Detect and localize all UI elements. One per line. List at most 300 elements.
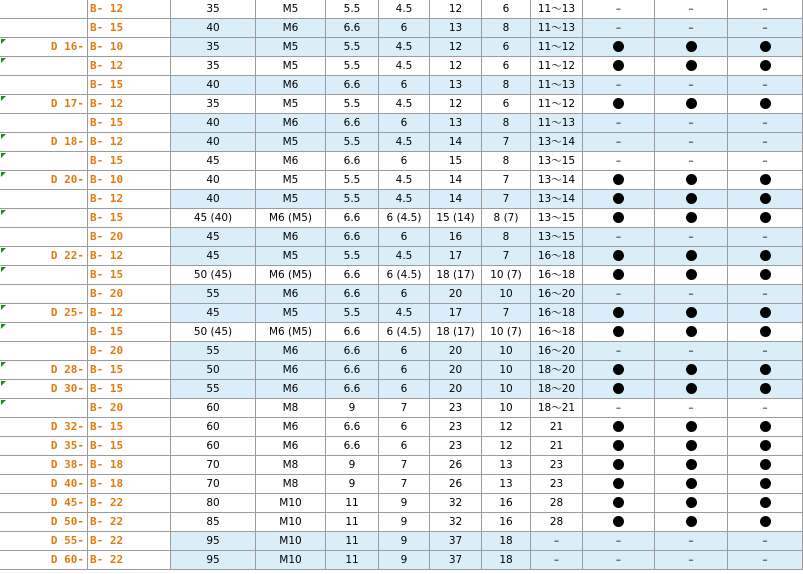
cell-col-4[interactable] (379, 361, 430, 380)
cell-col-1[interactable] (171, 323, 256, 342)
cell-col-5[interactable] (430, 361, 482, 380)
cell-col-6[interactable] (482, 437, 531, 456)
cell-col-2[interactable] (256, 532, 326, 551)
cell-col-7[interactable] (531, 133, 583, 152)
cell-col-4[interactable] (379, 285, 430, 304)
cell-mark-2[interactable] (655, 19, 728, 38)
cell-col-1[interactable] (171, 475, 256, 494)
cell-mark-2[interactable] (655, 209, 728, 228)
cell-col-1[interactable] (171, 437, 256, 456)
cell-col-6[interactable] (482, 209, 531, 228)
cell-mark-2[interactable] (655, 418, 728, 437)
cell-mark-1[interactable] (583, 475, 655, 494)
cell-mark-2[interactable] (655, 456, 728, 475)
cell-col-3[interactable] (326, 304, 379, 323)
cell-b-size[interactable] (88, 38, 171, 57)
cell-d-size[interactable] (0, 285, 88, 304)
cell-col-4[interactable] (379, 228, 430, 247)
cell-col-4[interactable] (379, 437, 430, 456)
cell-col-3[interactable] (326, 285, 379, 304)
cell-mark-3[interactable] (728, 437, 803, 456)
cell-col-5[interactable] (430, 114, 482, 133)
cell-col-5[interactable] (430, 95, 482, 114)
cell-mark-1[interactable] (583, 399, 655, 418)
cell-col-6[interactable] (482, 532, 531, 551)
cell-mark-3[interactable] (728, 513, 803, 532)
cell-mark-3[interactable] (728, 38, 803, 57)
cell-col-1[interactable] (171, 38, 256, 57)
cell-col-2[interactable] (256, 209, 326, 228)
cell-col-6[interactable] (482, 76, 531, 95)
cell-col-5[interactable] (430, 266, 482, 285)
cell-col-2[interactable] (256, 133, 326, 152)
cell-col-2[interactable] (256, 95, 326, 114)
cell-col-7[interactable] (531, 437, 583, 456)
cell-d-size[interactable] (0, 494, 88, 513)
cell-col-3[interactable] (326, 114, 379, 133)
cell-b-size[interactable] (88, 513, 171, 532)
cell-col-5[interactable] (430, 399, 482, 418)
cell-col-6[interactable] (482, 304, 531, 323)
cell-mark-3[interactable] (728, 95, 803, 114)
cell-mark-1[interactable] (583, 38, 655, 57)
cell-col-4[interactable] (379, 171, 430, 190)
cell-b-size[interactable] (88, 361, 171, 380)
cell-col-3[interactable] (326, 342, 379, 361)
cell-col-7[interactable] (531, 266, 583, 285)
cell-mark-1[interactable] (583, 152, 655, 171)
cell-d-size[interactable] (0, 513, 88, 532)
cell-col-5[interactable] (430, 323, 482, 342)
cell-col-4[interactable] (379, 209, 430, 228)
cell-b-size[interactable] (88, 437, 171, 456)
cell-mark-2[interactable] (655, 380, 728, 399)
cell-col-5[interactable] (430, 209, 482, 228)
cell-mark-2[interactable] (655, 361, 728, 380)
cell-b-size[interactable] (88, 399, 171, 418)
cell-b-size[interactable] (88, 475, 171, 494)
cell-col-1[interactable] (171, 380, 256, 399)
cell-col-7[interactable] (531, 456, 583, 475)
cell-mark-2[interactable] (655, 323, 728, 342)
cell-col-1[interactable] (171, 247, 256, 266)
cell-col-7[interactable] (531, 171, 583, 190)
cell-d-size[interactable] (0, 190, 88, 209)
cell-mark-1[interactable] (583, 361, 655, 380)
cell-mark-3[interactable] (728, 19, 803, 38)
cell-mark-1[interactable] (583, 380, 655, 399)
cell-col-3[interactable] (326, 76, 379, 95)
cell-col-6[interactable] (482, 0, 531, 19)
cell-d-size[interactable] (0, 152, 88, 171)
cell-b-size[interactable] (88, 456, 171, 475)
cell-d-size[interactable] (0, 57, 88, 76)
cell-col-3[interactable] (326, 266, 379, 285)
cell-d-size[interactable] (0, 76, 88, 95)
cell-col-5[interactable] (430, 418, 482, 437)
cell-mark-2[interactable] (655, 114, 728, 133)
cell-col-1[interactable] (171, 209, 256, 228)
cell-col-2[interactable] (256, 399, 326, 418)
cell-mark-1[interactable] (583, 513, 655, 532)
cell-mark-3[interactable] (728, 209, 803, 228)
cell-mark-3[interactable] (728, 380, 803, 399)
cell-col-6[interactable] (482, 228, 531, 247)
cell-col-7[interactable] (531, 209, 583, 228)
cell-mark-3[interactable] (728, 342, 803, 361)
cell-mark-1[interactable] (583, 133, 655, 152)
cell-col-4[interactable] (379, 19, 430, 38)
cell-mark-1[interactable] (583, 76, 655, 95)
cell-col-4[interactable] (379, 532, 430, 551)
cell-col-5[interactable] (430, 57, 482, 76)
cell-col-7[interactable] (531, 532, 583, 551)
cell-col-3[interactable] (326, 513, 379, 532)
cell-col-3[interactable] (326, 399, 379, 418)
cell-mark-3[interactable] (728, 76, 803, 95)
cell-col-1[interactable] (171, 342, 256, 361)
cell-col-7[interactable] (531, 475, 583, 494)
cell-col-7[interactable] (531, 380, 583, 399)
cell-col-5[interactable] (430, 171, 482, 190)
cell-col-6[interactable] (482, 323, 531, 342)
cell-mark-3[interactable] (728, 399, 803, 418)
cell-d-size[interactable] (0, 133, 88, 152)
cell-col-2[interactable] (256, 342, 326, 361)
cell-mark-1[interactable] (583, 342, 655, 361)
cell-col-7[interactable] (531, 95, 583, 114)
cell-col-6[interactable] (482, 247, 531, 266)
cell-col-7[interactable] (531, 418, 583, 437)
cell-col-7[interactable] (531, 304, 583, 323)
cell-d-size[interactable] (0, 95, 88, 114)
cell-mark-2[interactable] (655, 342, 728, 361)
cell-mark-2[interactable] (655, 494, 728, 513)
cell-mark-1[interactable] (583, 437, 655, 456)
cell-mark-1[interactable] (583, 190, 655, 209)
cell-col-6[interactable] (482, 551, 531, 570)
cell-col-4[interactable] (379, 494, 430, 513)
cell-d-size[interactable] (0, 38, 88, 57)
cell-col-3[interactable] (326, 152, 379, 171)
cell-d-size[interactable] (0, 342, 88, 361)
cell-col-5[interactable] (430, 494, 482, 513)
cell-col-5[interactable] (430, 0, 482, 19)
cell-mark-1[interactable] (583, 209, 655, 228)
cell-col-6[interactable] (482, 380, 531, 399)
cell-d-size[interactable] (0, 114, 88, 133)
cell-col-3[interactable] (326, 494, 379, 513)
cell-col-4[interactable] (379, 418, 430, 437)
cell-mark-3[interactable] (728, 532, 803, 551)
cell-col-7[interactable] (531, 190, 583, 209)
cell-col-1[interactable] (171, 152, 256, 171)
cell-col-4[interactable] (379, 114, 430, 133)
cell-col-3[interactable] (326, 323, 379, 342)
cell-col-4[interactable] (379, 0, 430, 19)
cell-col-4[interactable] (379, 304, 430, 323)
cell-col-2[interactable] (256, 475, 326, 494)
cell-col-2[interactable] (256, 456, 326, 475)
cell-b-size[interactable] (88, 247, 171, 266)
cell-col-3[interactable] (326, 380, 379, 399)
cell-mark-1[interactable] (583, 285, 655, 304)
cell-b-size[interactable] (88, 152, 171, 171)
cell-col-6[interactable] (482, 266, 531, 285)
cell-col-7[interactable] (531, 19, 583, 38)
cell-col-2[interactable] (256, 0, 326, 19)
cell-b-size[interactable] (88, 133, 171, 152)
cell-col-1[interactable] (171, 513, 256, 532)
cell-col-7[interactable] (531, 0, 583, 19)
cell-d-size[interactable] (0, 247, 88, 266)
cell-mark-1[interactable] (583, 57, 655, 76)
cell-d-size[interactable] (0, 228, 88, 247)
cell-mark-2[interactable] (655, 0, 728, 19)
cell-mark-1[interactable] (583, 0, 655, 19)
cell-d-size[interactable] (0, 399, 88, 418)
cell-mark-2[interactable] (655, 475, 728, 494)
cell-mark-3[interactable] (728, 0, 803, 19)
cell-col-6[interactable] (482, 285, 531, 304)
cell-col-6[interactable] (482, 114, 531, 133)
cell-mark-3[interactable] (728, 190, 803, 209)
cell-col-2[interactable] (256, 19, 326, 38)
cell-col-6[interactable] (482, 19, 531, 38)
cell-col-4[interactable] (379, 57, 430, 76)
cell-col-3[interactable] (326, 0, 379, 19)
cell-col-1[interactable] (171, 0, 256, 19)
cell-col-2[interactable] (256, 171, 326, 190)
cell-col-6[interactable] (482, 399, 531, 418)
cell-col-1[interactable] (171, 228, 256, 247)
cell-mark-1[interactable] (583, 456, 655, 475)
cell-mark-3[interactable] (728, 133, 803, 152)
cell-b-size[interactable] (88, 380, 171, 399)
cell-b-size[interactable] (88, 19, 171, 38)
cell-b-size[interactable] (88, 114, 171, 133)
cell-col-1[interactable] (171, 114, 256, 133)
cell-col-7[interactable] (531, 285, 583, 304)
cell-mark-1[interactable] (583, 551, 655, 570)
cell-col-2[interactable] (256, 304, 326, 323)
cell-col-5[interactable] (430, 228, 482, 247)
cell-col-2[interactable] (256, 266, 326, 285)
cell-col-3[interactable] (326, 247, 379, 266)
cell-mark-1[interactable] (583, 19, 655, 38)
cell-col-2[interactable] (256, 513, 326, 532)
cell-mark-2[interactable] (655, 532, 728, 551)
cell-mark-3[interactable] (728, 551, 803, 570)
cell-b-size[interactable] (88, 304, 171, 323)
cell-mark-1[interactable] (583, 114, 655, 133)
cell-col-2[interactable] (256, 114, 326, 133)
cell-mark-3[interactable] (728, 57, 803, 76)
cell-mark-2[interactable] (655, 399, 728, 418)
cell-col-6[interactable] (482, 456, 531, 475)
cell-mark-1[interactable] (583, 494, 655, 513)
cell-d-size[interactable] (0, 323, 88, 342)
cell-col-7[interactable] (531, 513, 583, 532)
cell-b-size[interactable] (88, 266, 171, 285)
cell-col-6[interactable] (482, 133, 531, 152)
cell-col-3[interactable] (326, 19, 379, 38)
cell-b-size[interactable] (88, 0, 171, 19)
cell-mark-2[interactable] (655, 152, 728, 171)
cell-col-5[interactable] (430, 76, 482, 95)
cell-mark-2[interactable] (655, 266, 728, 285)
cell-col-6[interactable] (482, 494, 531, 513)
cell-col-5[interactable] (430, 285, 482, 304)
cell-col-7[interactable] (531, 114, 583, 133)
cell-col-6[interactable] (482, 361, 531, 380)
cell-mark-1[interactable] (583, 228, 655, 247)
cell-col-1[interactable] (171, 190, 256, 209)
cell-col-2[interactable] (256, 152, 326, 171)
cell-b-size[interactable] (88, 285, 171, 304)
cell-col-4[interactable] (379, 323, 430, 342)
cell-col-6[interactable] (482, 171, 531, 190)
cell-col-7[interactable] (531, 494, 583, 513)
cell-col-7[interactable] (531, 76, 583, 95)
cell-col-1[interactable] (171, 532, 256, 551)
cell-mark-3[interactable] (728, 418, 803, 437)
cell-mark-1[interactable] (583, 266, 655, 285)
cell-col-1[interactable] (171, 285, 256, 304)
cell-col-1[interactable] (171, 418, 256, 437)
cell-b-size[interactable] (88, 323, 171, 342)
cell-col-6[interactable] (482, 38, 531, 57)
cell-col-3[interactable] (326, 190, 379, 209)
cell-col-3[interactable] (326, 228, 379, 247)
cell-mark-2[interactable] (655, 133, 728, 152)
cell-col-3[interactable] (326, 209, 379, 228)
cell-col-1[interactable] (171, 551, 256, 570)
cell-col-6[interactable] (482, 57, 531, 76)
cell-d-size[interactable] (0, 532, 88, 551)
cell-mark-3[interactable] (728, 114, 803, 133)
cell-mark-1[interactable] (583, 304, 655, 323)
cell-col-1[interactable] (171, 361, 256, 380)
cell-col-6[interactable] (482, 418, 531, 437)
cell-col-3[interactable] (326, 418, 379, 437)
cell-d-size[interactable] (0, 361, 88, 380)
cell-col-5[interactable] (430, 304, 482, 323)
cell-col-2[interactable] (256, 247, 326, 266)
cell-col-5[interactable] (430, 532, 482, 551)
cell-col-1[interactable] (171, 266, 256, 285)
cell-col-6[interactable] (482, 95, 531, 114)
cell-col-3[interactable] (326, 133, 379, 152)
cell-d-size[interactable] (0, 19, 88, 38)
cell-mark-3[interactable] (728, 285, 803, 304)
cell-col-2[interactable] (256, 228, 326, 247)
cell-d-size[interactable] (0, 437, 88, 456)
cell-col-3[interactable] (326, 551, 379, 570)
cell-col-5[interactable] (430, 513, 482, 532)
cell-mark-2[interactable] (655, 190, 728, 209)
cell-col-3[interactable] (326, 57, 379, 76)
cell-b-size[interactable] (88, 190, 171, 209)
cell-mark-3[interactable] (728, 171, 803, 190)
cell-col-1[interactable] (171, 57, 256, 76)
cell-col-5[interactable] (430, 475, 482, 494)
cell-mark-3[interactable] (728, 304, 803, 323)
cell-mark-3[interactable] (728, 228, 803, 247)
cell-col-5[interactable] (430, 342, 482, 361)
cell-b-size[interactable] (88, 57, 171, 76)
cell-col-4[interactable] (379, 95, 430, 114)
cell-col-2[interactable] (256, 285, 326, 304)
cell-col-1[interactable] (171, 76, 256, 95)
cell-mark-3[interactable] (728, 247, 803, 266)
cell-mark-1[interactable] (583, 171, 655, 190)
cell-col-4[interactable] (379, 190, 430, 209)
cell-mark-3[interactable] (728, 456, 803, 475)
cell-col-4[interactable] (379, 551, 430, 570)
cell-col-3[interactable] (326, 437, 379, 456)
cell-col-5[interactable] (430, 19, 482, 38)
cell-mark-1[interactable] (583, 532, 655, 551)
cell-col-5[interactable] (430, 456, 482, 475)
cell-col-1[interactable] (171, 133, 256, 152)
cell-col-6[interactable] (482, 513, 531, 532)
cell-b-size[interactable] (88, 418, 171, 437)
cell-col-2[interactable] (256, 437, 326, 456)
cell-col-6[interactable] (482, 475, 531, 494)
cell-mark-2[interactable] (655, 228, 728, 247)
cell-b-size[interactable] (88, 171, 171, 190)
cell-b-size[interactable] (88, 228, 171, 247)
cell-d-size[interactable] (0, 418, 88, 437)
cell-mark-3[interactable] (728, 475, 803, 494)
cell-mark-2[interactable] (655, 57, 728, 76)
cell-col-7[interactable] (531, 399, 583, 418)
cell-mark-2[interactable] (655, 38, 728, 57)
cell-mark-2[interactable] (655, 171, 728, 190)
cell-mark-3[interactable] (728, 323, 803, 342)
cell-col-7[interactable] (531, 247, 583, 266)
cell-col-5[interactable] (430, 247, 482, 266)
cell-col-4[interactable] (379, 513, 430, 532)
cell-col-7[interactable] (531, 361, 583, 380)
cell-col-2[interactable] (256, 551, 326, 570)
cell-col-3[interactable] (326, 361, 379, 380)
cell-col-6[interactable] (482, 190, 531, 209)
cell-col-2[interactable] (256, 361, 326, 380)
cell-col-2[interactable] (256, 380, 326, 399)
cell-col-7[interactable] (531, 38, 583, 57)
cell-col-4[interactable] (379, 247, 430, 266)
cell-col-2[interactable] (256, 57, 326, 76)
cell-mark-2[interactable] (655, 95, 728, 114)
cell-col-5[interactable] (430, 551, 482, 570)
cell-d-size[interactable] (0, 551, 88, 570)
cell-col-4[interactable] (379, 380, 430, 399)
cell-col-7[interactable] (531, 342, 583, 361)
cell-mark-1[interactable] (583, 247, 655, 266)
cell-mark-3[interactable] (728, 266, 803, 285)
cell-col-3[interactable] (326, 475, 379, 494)
cell-mark-2[interactable] (655, 247, 728, 266)
cell-col-4[interactable] (379, 266, 430, 285)
cell-mark-3[interactable] (728, 361, 803, 380)
cell-d-size[interactable] (0, 0, 88, 19)
cell-col-3[interactable] (326, 95, 379, 114)
cell-mark-3[interactable] (728, 494, 803, 513)
cell-d-size[interactable] (0, 304, 88, 323)
cell-mark-2[interactable] (655, 437, 728, 456)
